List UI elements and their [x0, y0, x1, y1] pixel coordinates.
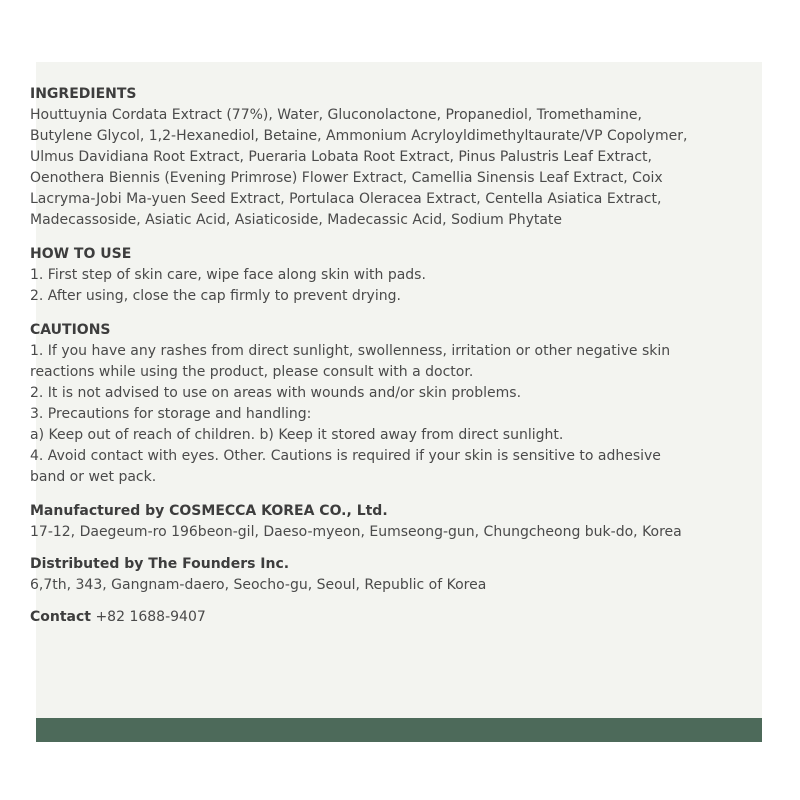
caution-item: a) Keep out of reach of children. b) Keep it stored away from direct sunlight. [30, 427, 564, 443]
manufacturer-label: Manufactured by COSMECCA KOREA CO., Ltd. [30, 503, 388, 519]
ingredients-section [30, 84, 700, 231]
contact-block [30, 607, 700, 628]
how-to-use-heading: HOW TO USE [30, 246, 132, 262]
caution-item: 4. Avoid contact with eyes. Other. Cautions is required if your skin is sensitive to adhesive band or wet pack. [30, 448, 661, 485]
caution-item: 2. It is not advised to use on areas with wounds and/or skin problems. [30, 385, 522, 401]
distributor-label: Distributed by The Founders Inc. [30, 556, 290, 572]
caution-item: 1. If you have any rashes from direct sunlight, swollenness, irritation or other negative skin reactions while using the product, please consult with a doctor. [30, 343, 671, 380]
distributor-address: 6,7th, 343, Gangnam-daero, Seocho-gu, Seoul, Republic of Korea [30, 577, 487, 593]
contact-line [30, 607, 700, 628]
distributor-block [30, 554, 700, 596]
contact-phone: +82 1688-9407 [95, 609, 206, 625]
manufacturer-block [30, 501, 700, 543]
label-content [30, 84, 700, 639]
how-to-use-step: 1. First step of skin care, wipe face along skin with pads. [30, 267, 426, 283]
contact-label: Contact [30, 609, 91, 625]
green-bottom-band [36, 718, 762, 742]
how-to-use-step: 2. After using, close the cap firmly to prevent drying. [30, 288, 401, 304]
caution-item: 3. Precautions for storage and handling: [30, 406, 312, 422]
cautions-heading: CAUTIONS [30, 322, 111, 338]
manufacturer-address: 17-12, Daegeum-ro 196beon-gil, Daeso-myeon, Eumseong-gun, Chungcheong buk-do, Korea [30, 524, 682, 540]
how-to-use-section [30, 244, 700, 307]
ingredients-heading: INGREDIENTS [30, 86, 137, 102]
cautions-section [30, 320, 700, 488]
ingredients-text: Houttuynia Cordata Extract (77%), Water, Gluconolactone, Propanediol, Tromethamine, Butylene Glycol, 1,2-Hexanediol, Betaine, Ammonium Acryloyldimethyltaurate/VP Copolymer, Ulmus Davidiana Root Extract, Pueraria Lobata Root Extract, Pinus Palustris Leaf Extract, Oenothera Biennis (Evening Primrose) Flower Extract, Camellia Sinensis Leaf Extract, Coix Lacryma-Jobi Ma-yuen Seed Extract, Portulaca Oleracea Extract, Centella Asiatica Extract, Madecassoside, Asiatic Acid, Asiaticoside, Madecassic Acid, Sodium Phytate [30, 107, 688, 228]
